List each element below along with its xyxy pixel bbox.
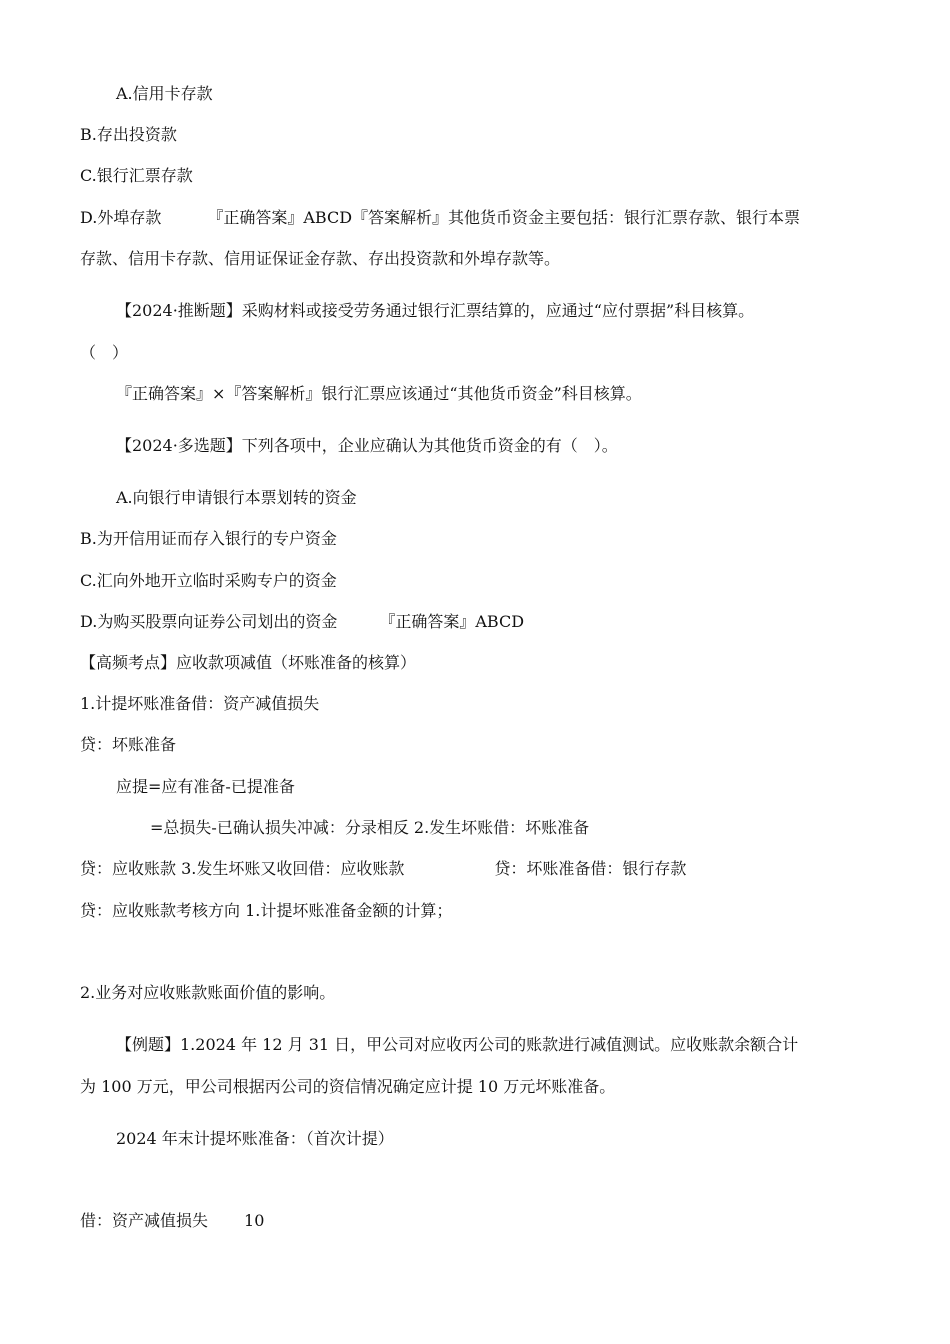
example-question-cont: 为 100 万元，甲公司根据丙公司的资信情况确定应计提 10 万元坏账准备。 <box>80 1077 616 1096</box>
option-d-label: D.外埠存款 <box>80 208 162 227</box>
entry-badDebt-line <box>80 858 686 880</box>
example-question: 【例题】1.2024 年 12 月 31 日，甲公司对应收丙公司的账款进行减值测试。应收账款余额合计 <box>116 1035 799 1054</box>
answer-2: 『正确答案』ABCD <box>379 612 525 631</box>
option-b-investment: B.存出投资款 <box>80 125 177 144</box>
option-d-securities <box>80 611 524 633</box>
example-entry-account: 借：资产减值损失 <box>80 1211 209 1230</box>
option-d-securities-label: D.为购买股票向证券公司划出的资金 <box>80 612 338 631</box>
option-c-bank-draft: C.银行汇票存款 <box>80 166 193 185</box>
option-d-and-answer <box>80 207 800 229</box>
option-b-letter-credit: B.为开信用证而存入银行的专户资金 <box>80 529 337 548</box>
option-a-bank-note: A.向银行申请银行本票划转的资金 <box>116 488 357 507</box>
answer-explanation-2: 『正确答案』×『答案解析』银行汇票应该通过“其他货币资金”科目核算。 <box>116 384 642 403</box>
example-step-heading: 2024 年末计提坏账准备：（首次计提） <box>116 1129 394 1148</box>
option-c-remittance: C.汇向外地开立临时采购专户的资金 <box>80 571 337 590</box>
question-multi-choice: 【2024·多选题】下列各项中，企业应确认为其他货币资金的有（ ）。 <box>116 436 618 455</box>
example-entry-debit <box>80 1210 264 1232</box>
entry-recover-credit: 贷：坏账准备借：银行存款 <box>494 859 687 878</box>
entry-provision-credit: 贷：坏账准备 <box>80 735 177 754</box>
question-judgment: 【2024·推断题】采购材料或接受劳务通过银行汇票结算的，应通过“应付票据”科目核算。 <box>116 301 755 320</box>
option-a-credit-card: A.信用卡存款 <box>116 84 213 103</box>
answer-explanation-1: 『正确答案』ABCD『答案解析』其他货币资金主要包括：银行汇票存款、银行本票 <box>207 208 801 227</box>
formula-provision: 应提=应有准备-已提准备 <box>116 777 295 796</box>
example-entry-amount: 10 <box>244 1211 265 1230</box>
formula-loss: =总损失-已确认损失冲减：分录相反 2.发生坏账借：坏账准备 <box>150 818 590 837</box>
judgment-blank: （ ） <box>80 343 129 362</box>
key-point-heading: 【高频考点】应收款项减值（坏账准备的核算） <box>80 653 417 672</box>
assessment-direction-2: 2.业务对应收账款账面价值的影响。 <box>80 983 336 1002</box>
answer-explanation-1-cont: 存款、信用卡存款、信用证保证金存款、存出投资款和外埠存款等。 <box>80 249 561 268</box>
entry-provision-debit: 1.计提坏账准备借：资产减值损失 <box>80 694 320 713</box>
assessment-direction: 贷：应收账款考核方向 1.计提坏账准备金额的计算； <box>80 901 453 920</box>
entry-badDebt-credit: 贷：应收账款 3.发生坏账又收回借：应收账款 <box>80 859 405 878</box>
